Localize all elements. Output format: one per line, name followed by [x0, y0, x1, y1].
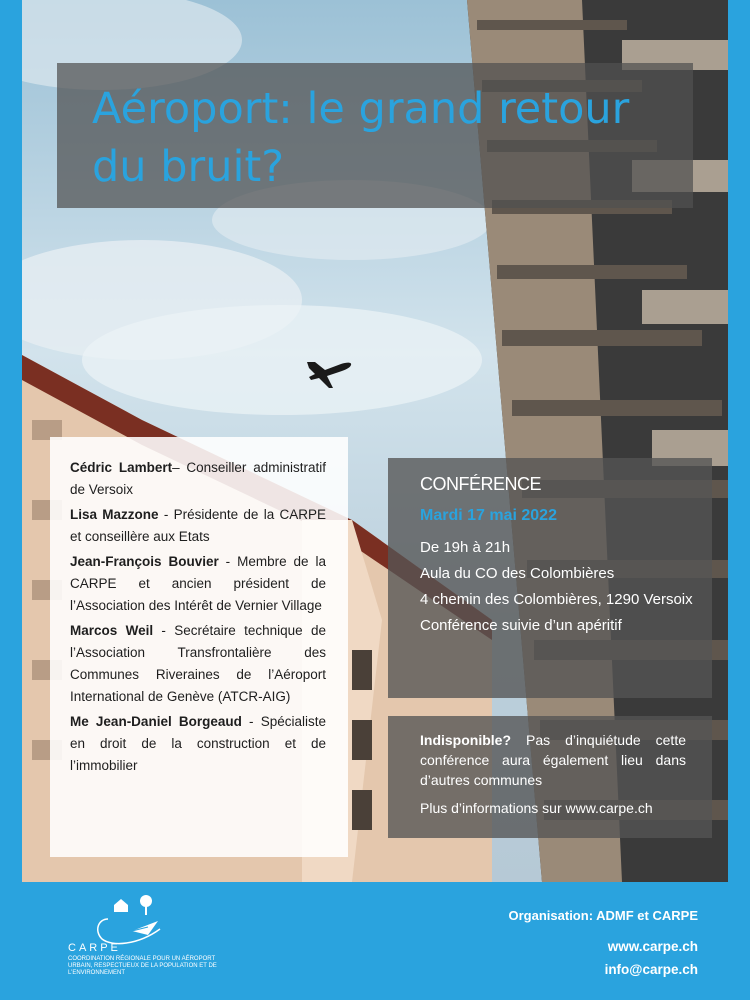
speaker-name: Marcos Weil: [70, 623, 154, 638]
event-info-panel: [388, 458, 712, 698]
event-address: 4 chemin des Colombières, 1290 Versoix: [420, 591, 693, 608]
event-date: Mardi 17 mai 2022: [420, 507, 557, 524]
event-venue: Aula du CO des Colombières: [420, 565, 615, 582]
more-info-link[interactable]: Plus d’informations sur www.carpe.ch: [420, 800, 653, 816]
speaker-role: - Présidente de la CARPE et conseillère aux Etats: [70, 507, 326, 544]
speaker-item: [70, 551, 326, 617]
alternative-body: Pas d’inquiétude cette conférence aura également lieu dans d’autres communes: [420, 732, 686, 788]
page-title: [92, 80, 682, 196]
speaker-name: Me Jean-Daniel Borgeaud: [70, 714, 242, 729]
speaker-role: - Membre de la CARPE et ancien président de l’Association des Intérêt de Vernier Village: [70, 554, 326, 613]
event-time: De 19h à 21h: [420, 539, 511, 556]
logo-name: CARPE: [68, 942, 121, 954]
title-line-1: Aéroport: le grand retour: [92, 84, 630, 134]
speaker-item: [70, 711, 326, 777]
speakers-panel: [50, 437, 348, 857]
event-heading: CONFÉRENCE: [420, 474, 542, 494]
speaker-name: Cédric Lambert: [70, 460, 173, 475]
speaker-role: – Conseiller administratif de Versoix: [70, 460, 327, 497]
event-note: Conférence suivie d’un apéritif: [420, 617, 622, 634]
title-line-2: du bruit?: [92, 142, 285, 192]
speaker-item: [70, 504, 326, 548]
organisation-text: Organisation: ADMF et CARPE: [508, 908, 698, 923]
speaker-name: Jean-François Bouvier: [70, 554, 219, 569]
alternative-panel: [388, 716, 712, 838]
speaker-item: [70, 620, 326, 708]
alternative-lead: Indisponible?: [420, 732, 511, 748]
speaker-role: - Secrétaire technique de l’Association Transfrontalière des Communes Riveraines de l’Aéroport International de Genève (ATCR-AIG): [70, 623, 327, 704]
speaker-role: - Spécialiste en droit de la construction et de l’immobilier: [70, 714, 326, 773]
logo-subtitle: COORDINATION RÉGIONALE POUR UN AÉROPORT URBAIN, RESPECTUEUX DE LA POPULATION ET DE L’ENVIRONNEMENT: [68, 956, 217, 976]
email-link[interactable]: info@carpe.ch: [604, 962, 698, 977]
speaker-item: [70, 457, 326, 501]
website-link[interactable]: www.carpe.ch: [607, 939, 698, 954]
speaker-name: Lisa Mazzone: [70, 507, 159, 522]
airplane-icon: [305, 350, 355, 390]
alternative-text: [420, 730, 686, 790]
